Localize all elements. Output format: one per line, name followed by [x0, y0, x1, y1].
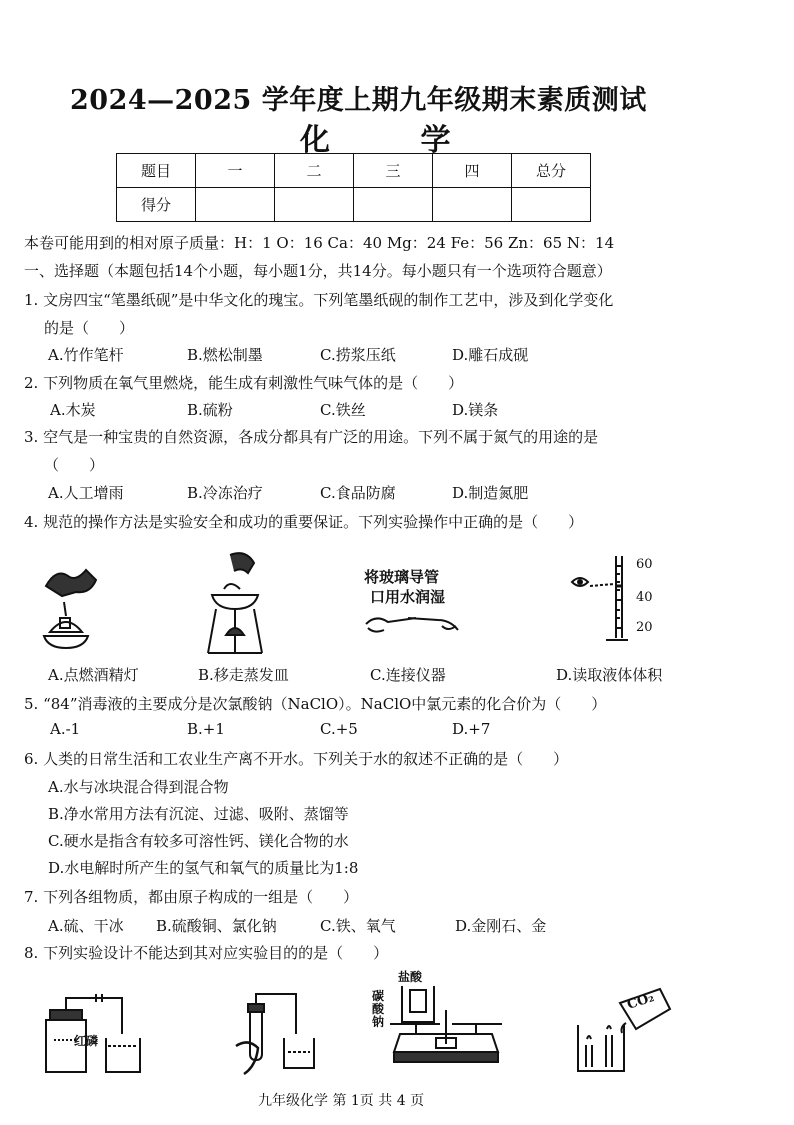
fig-c-caption-2: 口用水润湿	[370, 588, 446, 606]
question-7-stem: 7. 下列各组物质，都由原子构成的一组是（ ）	[24, 888, 359, 906]
question-1-stem: 1. 文房四宝“笔墨纸砚”是中华文化的瑰宝。下列笔墨纸砚的制作工艺中，涉及到化学变化	[24, 291, 614, 309]
option-c[interactable]: C.铁丝	[320, 401, 366, 419]
score-table-header-row	[117, 154, 591, 188]
cylinder-tick-20: 20	[636, 620, 653, 635]
score-input-cell[interactable]	[275, 188, 354, 222]
score-input-cell[interactable]	[196, 188, 275, 222]
question-3-options	[0, 482, 794, 504]
question-7-options	[0, 915, 794, 937]
fig-label-co2: CO₂	[625, 990, 657, 1013]
option-d[interactable]: D.镁条	[452, 401, 499, 419]
cylinder-tick-40: 40	[636, 590, 653, 605]
question-6-stem: 6. 人类的日常生活和工农业生产离不开水。下列关于水的叙述不正确的是（ ）	[24, 750, 569, 768]
option-b[interactable]: B.硫粉	[187, 401, 233, 419]
fig-label-sodium-carbonate: 碳酸钠	[372, 989, 385, 1029]
question-8-stem: 8. 下列实验设计不能达到其对应实验目的的是（ ）	[24, 944, 389, 962]
score-input-cell[interactable]	[354, 188, 433, 222]
option-b[interactable]: B.燃松制墨	[187, 346, 263, 364]
question-5-stem: 5. “84”消毒液的主要成分是次氯酸钠（NaClO）。NaClO中氯元素的化合价为（ ）	[24, 695, 607, 713]
option-a[interactable]: A.人工增雨	[48, 484, 124, 502]
evaporating-dish-figure	[200, 545, 270, 660]
score-cell: 一	[196, 154, 275, 188]
score-table-score-row	[117, 188, 591, 222]
atomic-masses: 本卷可能用到的相对原子质量：H：1 O：16 Ca：40 Mg：24 Fe：56 Zn：65 N：14	[24, 234, 615, 252]
option-d[interactable]: D.+7	[452, 720, 491, 738]
option-b[interactable]: B.+1	[187, 720, 225, 738]
score-cell: 三	[354, 154, 433, 188]
section-heading: 一、选择题（本题包括14个小题，每小题1分，共14分。每小题只有一个选项符合题意）	[24, 262, 612, 280]
alcohol-lamp-figure	[36, 556, 106, 656]
option-b[interactable]: B.冷冻治疗	[187, 484, 263, 502]
option-d[interactable]: D.读取液体体积	[556, 666, 663, 684]
option-b[interactable]: B.移走蒸发皿	[198, 666, 289, 684]
fig-label-red-phosphorus: 红磷	[74, 1034, 99, 1048]
fig-label-hydrochloric-acid: 盐酸	[398, 970, 423, 984]
option-a[interactable]: A.木炭	[50, 401, 96, 419]
airtightness-check-figure	[228, 990, 318, 1080]
question-3-stem: 3. 空气是一种宝贵的自然资源，各成分都具有广泛的用途。下列不属于氮气的用途的是	[24, 428, 599, 446]
question-1-stem-cont: 的是（ ）	[44, 319, 135, 337]
option-a[interactable]: A.-1	[50, 720, 81, 738]
option-c[interactable]: C.连接仪器	[370, 666, 446, 684]
balance-scale-figure	[386, 980, 506, 1080]
question-3-stem-cont: （ ）	[44, 456, 105, 474]
score-cell: 得分	[117, 188, 196, 222]
tube-connection-figure	[362, 606, 462, 636]
score-cell: 四	[433, 154, 512, 188]
question-2-stem: 2. 下列物质在氧气里燃烧，能生成有刺激性气味气体的是（ ）	[24, 374, 464, 392]
option-d[interactable]: D.金刚石、金	[455, 917, 547, 935]
question-5-options	[0, 720, 794, 742]
graduated-cylinder-figure	[566, 556, 632, 646]
cylinder-tick-60: 60	[636, 557, 653, 572]
question-2-options	[0, 399, 794, 421]
option-c[interactable]: C.硬水是指含有较多可溶性钙、镁化合物的水	[48, 832, 349, 850]
option-c[interactable]: C.食品防腐	[320, 484, 396, 502]
score-cell: 题目	[117, 154, 196, 188]
option-d[interactable]: D.水电解时所产生的氢气和氧气的质量比为1:8	[48, 859, 359, 877]
score-cell: 二	[275, 154, 354, 188]
page-footer: 九年级化学 第 1页 共 4 页	[258, 1093, 425, 1109]
score-cell: 总分	[512, 154, 591, 188]
question-4-stem: 4. 规范的操作方法是实验安全和成功的重要保证。下列实验操作中正确的是（ ）	[24, 513, 584, 531]
question-1-options	[0, 344, 794, 366]
option-c[interactable]: C.铁、氧气	[320, 917, 396, 935]
option-a[interactable]: A.水与冰块混合得到混合物	[48, 778, 229, 796]
option-c[interactable]: C.捞浆压纸	[320, 346, 396, 364]
option-a[interactable]: A.硫、干冰	[48, 917, 124, 935]
fig-c-caption-1: 将玻璃导管	[364, 568, 440, 586]
score-input-cell[interactable]	[512, 188, 591, 222]
question-4-options	[0, 664, 794, 686]
option-b[interactable]: B.硫酸铜、氯化钠	[156, 917, 277, 935]
option-a[interactable]: A.竹作笔杆	[48, 346, 124, 364]
exam-title: 2024—2025 学年度上期九年级期末素质测试	[70, 85, 647, 116]
option-d[interactable]: D.雕石成砚	[452, 346, 529, 364]
option-a[interactable]: A.点燃酒精灯	[48, 666, 139, 684]
option-d[interactable]: D.制造氮肥	[452, 484, 529, 502]
score-table	[116, 153, 591, 222]
option-c[interactable]: C.+5	[320, 720, 358, 738]
subject-title: 化 学	[300, 123, 491, 158]
score-input-cell[interactable]	[433, 188, 512, 222]
option-b[interactable]: B.净水常用方法有沉淀、过滤、吸附、蒸馏等	[48, 805, 349, 823]
